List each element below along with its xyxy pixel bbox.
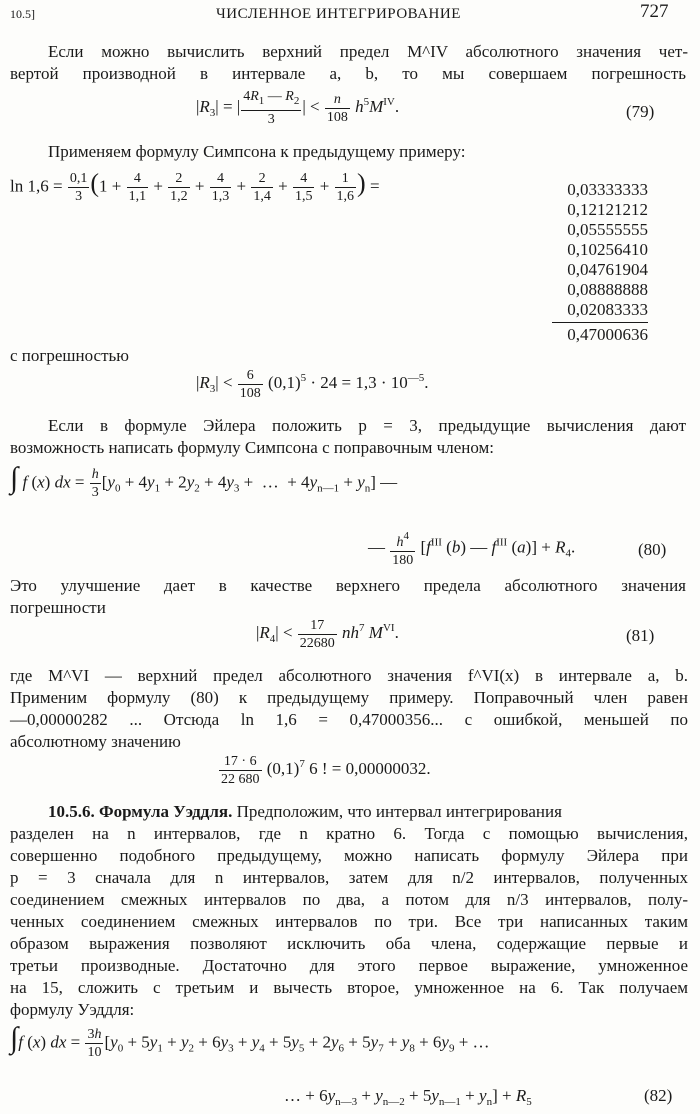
equation-80-line-2: — $\frac{h^4}{180}$ [$f^{III}$ (b) — $f^{III}$ $(a)] + R_4$. (368, 530, 576, 568)
section-number: 10.5] (10, 7, 35, 21)
page-number: 727 (640, 1, 669, 22)
equation-number: (82) (644, 1086, 673, 1105)
error-value: $\frac{17 \cdot 6}{22 680}$ $(0,1)^7$ 6 ! = 0,00000032. (221, 753, 431, 787)
equation-number: (81) (626, 626, 655, 645)
text-line: ченных соединением смежных интервалов по три. Все три написанных таким (10, 912, 688, 931)
text-line: Если можно вычислить верхний предел M^IV абсолютного значения чет- (48, 42, 688, 61)
error-estimate: $|R_3|$ < $\frac{6}{108}$ $(0,1)^5 \cdot 24 = 1,3 \cdot 10^{—5}$. (196, 367, 429, 401)
text-line: абсолютному значению (10, 732, 181, 751)
equation-81: $|R_4|$ < $\frac{17}{22680}$ $nh^7$ $M^{VI}$. (256, 617, 399, 651)
running-title: ЧИСЛЕННОЕ ИНТЕГРИРОВАНИЕ (216, 6, 461, 22)
text-line: разделен на n интервалов, где n кратно 6. Тогда с помощью вычисления, (10, 824, 688, 843)
text-line: —0,00000282 ... Отсюда ln 1,6 = 0,47000356... с ошибкой, меньшей по (10, 710, 688, 729)
sum-term: 0,04761904 (567, 260, 648, 279)
sum-total: 0,47000636 (552, 322, 648, 347)
text-line: Применим формулу (80) к предыдущему примеру. Поправочный член равен (10, 688, 688, 707)
text-line: образом выражения позволяют исключить оба члена, содержащие первые и (10, 934, 688, 953)
equation-80-line-1: ∫ f (x) dx = $\frac{h}{3}$ [$y_0 + 4y_1 + 2y_2 + 4y_3$ + … + $4y_{n—1} + y_n$] — (10, 461, 398, 500)
text-line: третьи производные. Достаточно для этого первое выражение, умноженное (10, 956, 688, 975)
text-line: погрешности (10, 598, 106, 617)
section-heading: 10.5.6. Формула Уэддля. (48, 802, 233, 821)
equation-number: (80) (638, 540, 667, 559)
text-line: где M^VI — верхний предел абсолютного значения f^VI(x) в интервале a, b. (10, 666, 688, 685)
section-line (48, 800, 688, 824)
text-line: с погрешностью (10, 346, 129, 365)
equation-number: (79) (626, 102, 655, 121)
text-line: Применяем формулу Симпсона к предыдущему примеру: (48, 142, 466, 161)
text-line: соединением смежных интервалов по два, а потом для n/3 интервалов, полу- (10, 890, 688, 909)
text-line: совершенно подобного предыдущему, можно написать формулу Эйлера при (10, 846, 688, 865)
sum-term: 0,12121212 (567, 200, 648, 219)
sum-term: 0,10256410 (567, 240, 648, 259)
sum-term: 0,03333333 (567, 180, 648, 199)
text-line: вертой производной в интервале a, b, то мы совершаем погрешность (10, 64, 686, 83)
text-line: возможность написать формулу Симпсона с поправочным членом: (10, 438, 495, 457)
equation-82-line-2: … + $6y_{n—3} + y_{n—2} + 5y_{n—1} + y_n] + R_5$ (284, 1086, 532, 1108)
text-fragment: Предположим, что интервал интегрирования (236, 802, 562, 821)
equation-82-line-1: ∫f (x) dx = $\frac{3h}{10}$ [$y_0 + 5y_1 + y_2 + 6y_3 + y_4 + 5y_5 + 2y_6 + 5y_7 + y_8 + 6y_9$ + … (10, 1021, 490, 1060)
simpson-formula: ln 1,6 = $\frac{0,1}{3}$ (1 + $\frac{4}{1,1}$ + $\frac{2}{1,2}$ + $\frac{4}{1,3}$ + $\frac{2}{1,4}$ + $\frac{4}{1,5}$ + $\frac{1}{1,6}$ ) = (10, 168, 380, 204)
text-line: формулу Уэддля: (10, 1000, 135, 1019)
text-line: на 15, сложить с третьим и вычесть второе, умноженное на 6. Так получаем (10, 978, 688, 997)
sum-term: 0,05555555 (567, 220, 648, 239)
text-line: p = 3 сначала для n интервалов, затем для n/2 интервалов, полученных (10, 868, 688, 887)
text-line: Если в формуле Эйлера положить p = 3, предыдущие вычисления дают (48, 416, 686, 435)
ln-label: ln 1,6 = (10, 176, 63, 196)
sum-term: 0,02083333 (567, 300, 648, 319)
sum-term: 0,08888888 (567, 280, 648, 299)
text-line: Это улучшение дает в качестве верхнего предела абсолютного значения (10, 576, 686, 595)
equation-79: $|R_3|$ = | $\frac{4R_1 — R_2}{3}$ | < $\frac{n}{108}$ $h^5M^{IV}$. (196, 89, 400, 127)
